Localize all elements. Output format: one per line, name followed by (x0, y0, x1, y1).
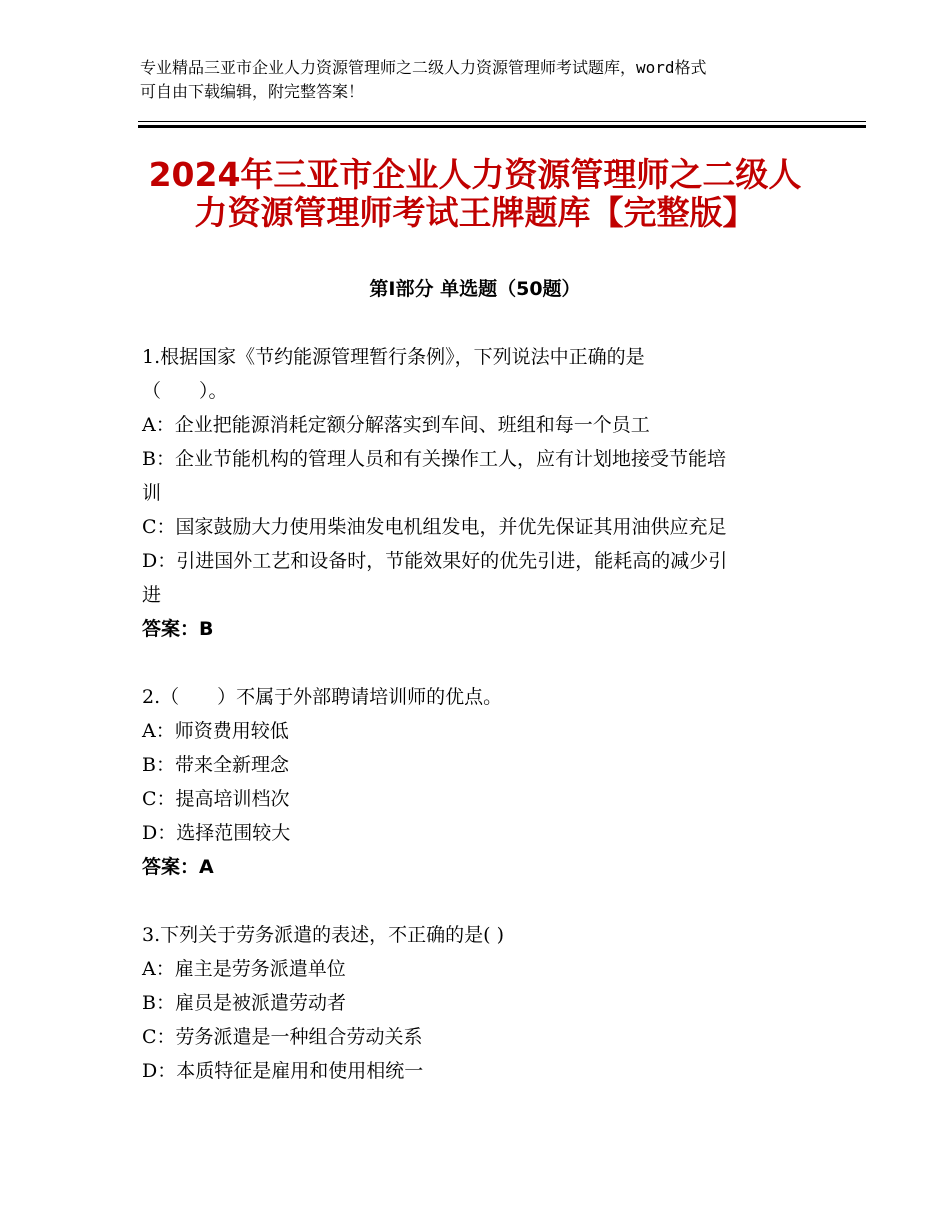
option-d: D：选择范围较大 (142, 822, 291, 844)
document-title (120, 156, 830, 232)
option-b: B：企业节能机构的管理人员和有关操作工人，应有计划地接受节能培 (142, 448, 726, 470)
header-divider-thin (138, 121, 866, 122)
option-c: C：国家鼓励大力使用柴油发电机组发电，并优先保证其用油供应充足 (142, 516, 727, 538)
document-title-line2: 力资源管理师考试王牌题库【完整版】 (194, 193, 756, 232)
option-d: D：本质特征是雇用和使用相统一 (142, 1060, 424, 1082)
option-a: A：雇主是劳务派遣单位 (142, 958, 346, 980)
section-title: 第Ⅰ部分 单选题（50题） (369, 278, 581, 300)
question-3 (142, 918, 807, 1088)
question-2 (142, 680, 807, 884)
option-b: B：带来全新理念 (142, 754, 289, 776)
option-c: C：提高培训档次 (142, 788, 290, 810)
option-d: D：引进国外工艺和设备时，节能效果好的优先引进，能耗高的减少引 (142, 550, 728, 572)
question-1 (142, 340, 807, 646)
option-c: C：劳务派遣是一种组合劳动关系 (142, 1026, 423, 1048)
option-b: B：雇员是被派遣劳动者 (142, 992, 346, 1014)
answer: 答案：A (142, 856, 214, 878)
option-b-continued: 训 (142, 482, 162, 504)
question-stem: 1.根据国家《节约能源管理暂行条例》，下列说法中正确的是 (142, 346, 645, 368)
answer: 答案：B (142, 618, 214, 640)
header-note-line2: 可自由下载编辑，附完整答案！ (140, 82, 365, 101)
header-note (140, 56, 810, 104)
question-list (142, 340, 807, 1122)
document-title-line1: 2024年三亚市企业人力资源管理师之二级人 (148, 155, 802, 194)
header-note-line1: 专业精品三亚市企业人力资源管理师之二级人力资源管理师考试题库，word格式 (140, 58, 707, 77)
question-stem: 2.（ ）不属于外部聘请培训师的优点。 (142, 686, 503, 708)
option-a: A：师资费用较低 (142, 720, 289, 742)
option-a: A：企业把能源消耗定额分解落实到车间、班组和每一个员工 (142, 414, 650, 436)
question-stem: 3.下列关于劳务派遣的表述，不正确的是( ) (142, 924, 504, 946)
option-d-continued: 进 (142, 584, 162, 606)
header-divider-thick (138, 125, 866, 128)
question-stem-continued: （ ）。 (142, 380, 228, 402)
